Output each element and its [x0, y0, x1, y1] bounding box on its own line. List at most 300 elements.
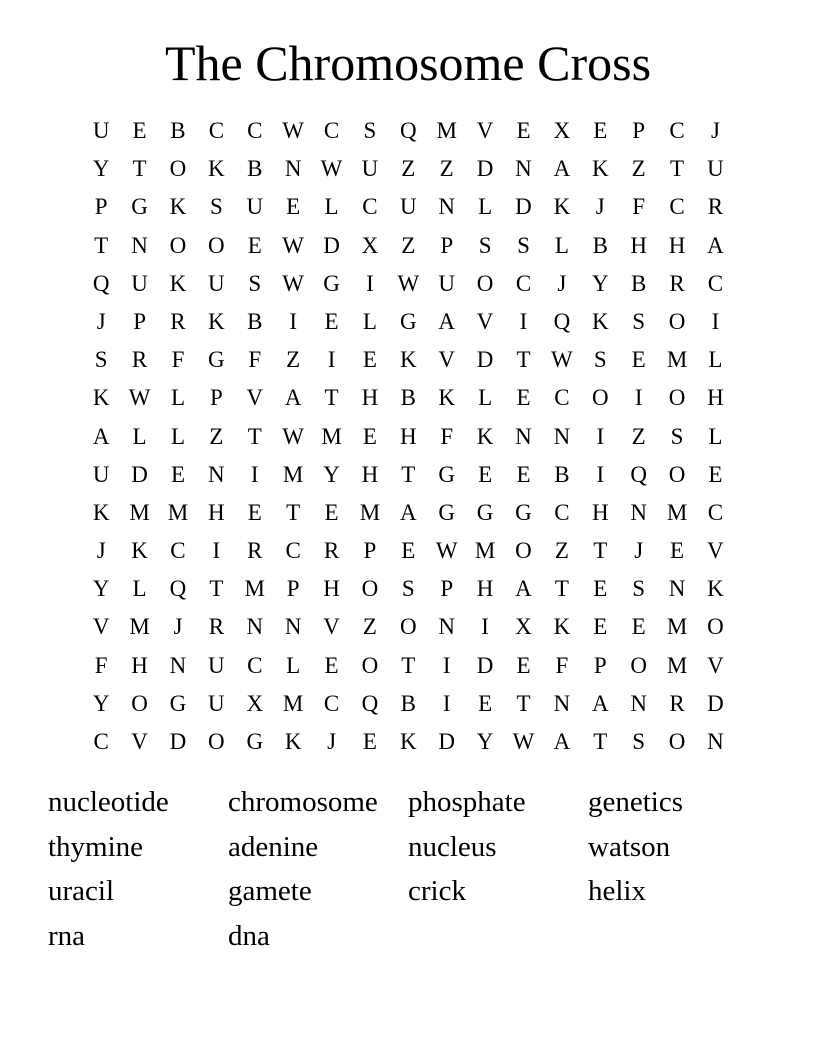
grid-cell: V — [246, 385, 264, 411]
grid-cell: L — [132, 576, 147, 602]
grid-cell: D — [476, 652, 494, 678]
grid-cell: I — [442, 690, 451, 716]
grid-cell: E — [593, 614, 608, 640]
grid-cell: O — [400, 614, 417, 640]
grid-cell: R — [323, 538, 340, 564]
grid-cell: F — [248, 347, 262, 373]
grid-cell: K — [707, 576, 724, 602]
word-list-item: rna — [48, 919, 86, 952]
grid-cell: N — [438, 194, 456, 220]
grid-cell: R — [170, 308, 186, 334]
grid-cell: N — [246, 614, 264, 640]
grid-cell: T — [670, 156, 685, 182]
grid-cell: E — [324, 652, 339, 678]
grid-cell: Y — [323, 461, 340, 487]
grid-cell: E — [670, 538, 685, 564]
grid-cell: U — [92, 461, 110, 487]
grid-cell: M — [282, 461, 304, 487]
grid-cell: U — [208, 270, 225, 296]
grid-cell: S — [632, 729, 646, 754]
grid-cell: S — [401, 576, 415, 602]
grid-cell: Q — [630, 461, 647, 487]
grid-cell: E — [631, 347, 646, 373]
grid-cell: P — [593, 652, 607, 678]
word-list-item: gamete — [228, 875, 312, 907]
grid-cell: E — [478, 690, 493, 716]
grid-cell: D — [707, 690, 724, 716]
grid-row — [82, 112, 735, 150]
grid-cell: K — [208, 308, 225, 334]
grid-cell: N — [553, 690, 571, 716]
grid-cell: Q — [361, 690, 379, 716]
grid-cell: H — [361, 461, 379, 487]
grid-cell: M — [129, 499, 150, 525]
grid-cell: E — [286, 194, 301, 220]
grid-cell: K — [553, 194, 571, 220]
grid-cell: R — [669, 270, 685, 296]
grid-cell: N — [438, 614, 456, 640]
word-list-item: nucleus — [408, 830, 497, 863]
grid-cell: C — [669, 194, 685, 220]
grid-cell: J — [96, 308, 106, 334]
grid-cell: O — [668, 308, 686, 334]
grid-cell: Z — [401, 232, 416, 258]
grid-cell: D — [131, 461, 148, 487]
grid-cell: W — [282, 270, 304, 296]
grid-cell: H — [361, 385, 379, 411]
grid-cell: T — [401, 461, 416, 487]
grid-cell: K — [169, 270, 187, 296]
grid-cell: V — [476, 118, 494, 143]
grid-cell: T — [401, 652, 416, 678]
grid-cell: G — [131, 194, 148, 220]
grid-cell: O — [668, 385, 686, 411]
grid-row — [82, 494, 735, 532]
grid-cell: K — [553, 614, 571, 640]
grid-cell: L — [554, 232, 569, 258]
grid-cell: I — [519, 308, 528, 334]
word-list-item: watson — [588, 830, 671, 863]
grid-cell: C — [323, 690, 340, 716]
grid-cell: N — [668, 576, 686, 602]
grid-cell: U — [246, 194, 264, 220]
grid-cell: S — [632, 576, 646, 602]
grid-row — [82, 685, 735, 723]
grid-cell: U — [92, 118, 110, 143]
grid-cell: E — [170, 461, 185, 487]
grid-cell: Z — [286, 347, 301, 373]
grid-cell: J — [710, 118, 720, 143]
grid-cell: R — [669, 690, 685, 716]
grid-cell: X — [361, 232, 379, 258]
grid-cell: A — [515, 576, 532, 602]
grid-cell: K — [92, 385, 110, 411]
grid-cell: A — [284, 385, 302, 411]
grid-cell: W — [282, 423, 304, 449]
grid-cell: B — [400, 690, 416, 716]
grid-cell: S — [478, 232, 492, 258]
grid-cell: N — [208, 461, 225, 487]
grid-cell: M — [436, 118, 457, 143]
grid-cell: H — [630, 232, 647, 258]
grid-cell: N — [284, 614, 302, 640]
grid-cell: F — [632, 194, 646, 220]
grid-cell: E — [362, 729, 377, 754]
grid-cell: D — [438, 729, 456, 754]
grid-cell: K — [284, 729, 302, 754]
grid-cell: E — [401, 538, 416, 564]
grid-cell: A — [438, 308, 456, 334]
grid-cell: Q — [169, 576, 187, 602]
word-list-item: crick — [408, 875, 466, 907]
grid-cell: V — [131, 729, 148, 754]
grid-cell: G — [400, 308, 417, 334]
grid-cell: P — [286, 576, 300, 602]
grid-cell: C — [247, 652, 263, 678]
grid-cell: N — [284, 156, 302, 182]
word-list-item: genetics — [588, 786, 684, 818]
grid-row — [82, 456, 735, 494]
grid-cell: O — [361, 652, 379, 678]
grid-cell: I — [327, 347, 336, 373]
grid-cell: F — [440, 423, 454, 449]
grid-cell: C — [323, 118, 340, 143]
grid-cell: V — [323, 614, 340, 640]
grid-cell: Y — [476, 729, 494, 754]
grid-cell: Y — [92, 156, 110, 182]
grid-cell: L — [708, 347, 723, 373]
grid-cell: K — [169, 194, 187, 220]
grid-cell: T — [286, 499, 301, 525]
grid-cell: U — [208, 690, 225, 716]
grid-cell: I — [596, 423, 605, 449]
grid-cell: K — [591, 156, 609, 182]
grid-cell: P — [440, 232, 454, 258]
grid-cell: E — [593, 118, 608, 143]
grid-cell: N — [630, 690, 647, 716]
grid-cell: Q — [92, 270, 110, 296]
grid-cell: S — [517, 232, 530, 258]
grid-cell: Q — [400, 118, 417, 143]
grid-cell: B — [630, 270, 647, 296]
grid-cell: E — [132, 118, 147, 143]
grid-cell: C — [362, 194, 378, 220]
grid-cell: M — [474, 538, 496, 564]
grid-cell: I — [481, 614, 489, 640]
grid-cell: P — [133, 308, 146, 334]
grid-cell: L — [708, 423, 723, 449]
grid-cell: N — [169, 652, 187, 678]
grid-row — [82, 188, 735, 226]
grid-cell: M — [666, 614, 688, 640]
grid-cell: D — [515, 194, 532, 220]
grid-cell: N — [131, 232, 148, 258]
grid-cell: T — [247, 423, 262, 449]
grid-cell: K — [476, 423, 494, 449]
grid-cell: B — [247, 308, 263, 334]
grid-cell: L — [362, 308, 377, 334]
grid-cell: V — [438, 347, 456, 373]
word-list-item: helix — [588, 875, 646, 907]
grid-cell: S — [94, 347, 108, 373]
grid-cell: O — [361, 576, 379, 602]
grid-cell: D — [476, 347, 494, 373]
grid-cell: O — [668, 461, 686, 487]
grid-cell: D — [323, 232, 340, 258]
grid-row — [82, 532, 735, 570]
grid-cell: T — [209, 576, 224, 602]
grid-row — [82, 647, 735, 685]
grid-cell: M — [167, 499, 189, 525]
grid-cell: I — [212, 538, 221, 564]
grid-cell: Z — [631, 423, 646, 449]
grid-cell: T — [554, 576, 569, 602]
grid-cell: O — [476, 270, 494, 296]
grid-cell: X — [246, 690, 264, 716]
grid-cell: E — [516, 385, 531, 411]
grid-cell: C — [669, 118, 685, 143]
grid-cell: E — [324, 499, 339, 525]
grid-cell: S — [209, 194, 223, 220]
grid-row — [82, 265, 735, 303]
grid-cell: E — [516, 118, 531, 143]
grid-cell: V — [707, 652, 724, 678]
page-title: The Chromosome Cross — [164, 35, 652, 91]
grid-cell: W — [435, 538, 458, 564]
grid-cell: D — [476, 156, 494, 182]
grid-cell: W — [512, 729, 535, 754]
grid-cell: T — [132, 156, 147, 182]
grid-cell: B — [554, 461, 570, 487]
grid-cell: A — [553, 156, 571, 182]
grid-cell: G — [323, 270, 340, 296]
grid-cell: S — [670, 423, 684, 449]
grid-cell: C — [515, 270, 532, 296]
grid-cell: L — [132, 423, 147, 449]
grid-cell: J — [557, 270, 567, 296]
grid-cell: I — [442, 652, 451, 678]
grid-cell: Y — [92, 690, 110, 716]
grid-cell: R — [131, 347, 148, 373]
grid-cell: B — [400, 385, 416, 411]
grid-cell: K — [208, 156, 225, 182]
grid-cell: M — [321, 423, 342, 449]
grid-cell: P — [632, 118, 646, 143]
grid-cell: I — [366, 270, 374, 296]
grid-cell: K — [131, 538, 148, 564]
grid-cell: I — [634, 385, 643, 411]
grid-cell: E — [362, 423, 377, 449]
grid-cell: O — [668, 729, 686, 754]
grid-cell: Z — [554, 538, 569, 564]
word-list-item: phosphate — [408, 786, 526, 818]
grid-cell: C — [93, 729, 109, 754]
grid-cell: S — [593, 347, 607, 373]
grid-cell: V — [476, 308, 494, 334]
grid-cell: H — [323, 576, 340, 602]
grid-row — [82, 341, 735, 379]
grid-cell: K — [438, 385, 456, 411]
grid-cell: U — [707, 156, 724, 182]
grid-row — [82, 150, 735, 188]
grid-cell: R — [247, 538, 263, 564]
grid-cell: M — [666, 347, 688, 373]
grid-cell: X — [553, 118, 571, 143]
letter-grid — [82, 112, 735, 761]
grid-cell: O — [169, 232, 187, 258]
grid-cell: O — [169, 156, 187, 182]
grid-row — [82, 570, 735, 608]
grid-cell: T — [593, 729, 608, 754]
grid-cell: A — [707, 232, 724, 258]
grid-row — [82, 379, 735, 417]
grid-cell: P — [440, 576, 454, 602]
word-list-item: dna — [228, 919, 270, 952]
grid-cell: W — [282, 232, 304, 258]
grid-cell: M — [282, 690, 304, 716]
grid-cell: G — [169, 690, 187, 716]
grid-cell: G — [246, 729, 264, 754]
grid-cell: H — [476, 576, 494, 602]
grid-cell: O — [208, 232, 225, 258]
grid-cell: S — [363, 118, 377, 143]
grid-cell: M — [666, 652, 688, 678]
grid-cell: M — [129, 614, 150, 640]
grid-cell: H — [707, 385, 724, 411]
grid-cell: E — [362, 347, 377, 373]
grid-row — [82, 303, 735, 341]
grid-cell: N — [630, 499, 647, 525]
grid-cell: X — [515, 614, 532, 640]
grid-cell: I — [289, 308, 297, 334]
grid-cell: J — [595, 194, 605, 220]
grid-cell: R — [208, 614, 225, 640]
grid-cell: C — [208, 118, 225, 143]
grid-cell: R — [707, 194, 724, 220]
grid-cell: C — [247, 118, 263, 143]
grid-cell: F — [94, 652, 108, 678]
grid-cell: D — [169, 729, 187, 754]
grid-cell: E — [247, 499, 262, 525]
grid-cell: Y — [591, 270, 609, 296]
grid-cell: M — [359, 499, 381, 525]
grid-cell: G — [438, 499, 456, 525]
grid-cell: T — [593, 538, 608, 564]
grid-cell: A — [92, 423, 110, 449]
grid-cell: E — [516, 652, 531, 678]
grid-cell: K — [92, 499, 110, 525]
grid-cell: N — [553, 423, 571, 449]
grid-cell: A — [400, 499, 417, 525]
grid-cell: E — [631, 614, 646, 640]
grid-cell: F — [555, 652, 569, 678]
grid-cell: E — [708, 461, 723, 487]
grid-row — [82, 608, 735, 646]
grid-cell: O — [131, 690, 148, 716]
grid-cell: W — [128, 385, 151, 411]
grid-cell: E — [247, 232, 262, 258]
word-list-item: chromosome — [228, 786, 378, 818]
grid-cell: P — [209, 385, 223, 411]
word-list-item: thymine — [48, 830, 144, 863]
grid-cell: J — [96, 538, 106, 564]
grid-cell: Y — [92, 576, 110, 602]
grid-cell: W — [551, 347, 573, 373]
grid-cell: P — [363, 538, 377, 564]
grid-cell: J — [327, 729, 337, 754]
grid-cell: Z — [401, 156, 416, 182]
grid-cell: A — [591, 690, 609, 716]
grid-cell: T — [94, 232, 109, 258]
grid-cell: E — [593, 576, 608, 602]
grid-cell: T — [516, 690, 531, 716]
grid-cell: H — [208, 499, 225, 525]
grid-cell: C — [707, 270, 724, 296]
grid-cell: H — [591, 499, 609, 525]
grid-cell: V — [707, 538, 724, 564]
grid-cell: H — [131, 652, 148, 678]
word-list-item: adenine — [228, 830, 319, 863]
grid-row — [82, 418, 735, 456]
grid-cell: P — [94, 194, 108, 220]
grid-cell: O — [591, 385, 609, 411]
grid-cell: O — [515, 538, 532, 564]
grid-cell: B — [247, 156, 263, 182]
grid-cell: S — [248, 270, 262, 296]
grid-cell: C — [554, 499, 570, 525]
grid-cell: U — [400, 194, 417, 220]
grid-cell: K — [400, 347, 417, 373]
grid-cell: L — [286, 652, 301, 678]
grid-cell: K — [400, 729, 417, 754]
grid-cell: H — [668, 232, 686, 258]
grid-cell: I — [250, 461, 259, 487]
grid-row — [82, 723, 735, 761]
grid-cell: E — [478, 461, 493, 487]
grid-cell: Z — [362, 614, 377, 640]
grid-cell: B — [592, 232, 608, 258]
grid-cell: W — [282, 118, 304, 143]
grid-cell: G — [438, 461, 456, 487]
grid-cell: S — [632, 308, 646, 334]
grid-cell: I — [711, 308, 720, 334]
grid-cell: Z — [439, 156, 454, 182]
grid-cell: H — [400, 423, 417, 449]
grid-cell: T — [324, 385, 339, 411]
grid-cell: C — [554, 385, 570, 411]
grid-cell: J — [173, 614, 183, 640]
grid-cell: V — [92, 614, 110, 640]
word-list — [48, 780, 768, 958]
grid-cell: M — [666, 499, 688, 525]
grid-cell: G — [476, 499, 494, 525]
grid-cell: O — [208, 729, 225, 754]
grid-cell: L — [478, 385, 493, 411]
word-list-item: nucleotide — [48, 786, 169, 818]
grid-cell: T — [516, 347, 531, 373]
grid-row — [82, 227, 735, 265]
grid-cell: J — [634, 538, 644, 564]
grid-cell: L — [324, 194, 339, 220]
grid-cell: U — [131, 270, 148, 296]
grid-cell: C — [285, 538, 301, 564]
grid-cell: E — [516, 461, 531, 487]
grid-cell: Z — [631, 156, 646, 182]
grid-cell: U — [361, 156, 379, 182]
grid-cell: C — [170, 538, 186, 564]
grid-cell: M — [244, 576, 265, 602]
grid-cell: G — [515, 499, 532, 525]
